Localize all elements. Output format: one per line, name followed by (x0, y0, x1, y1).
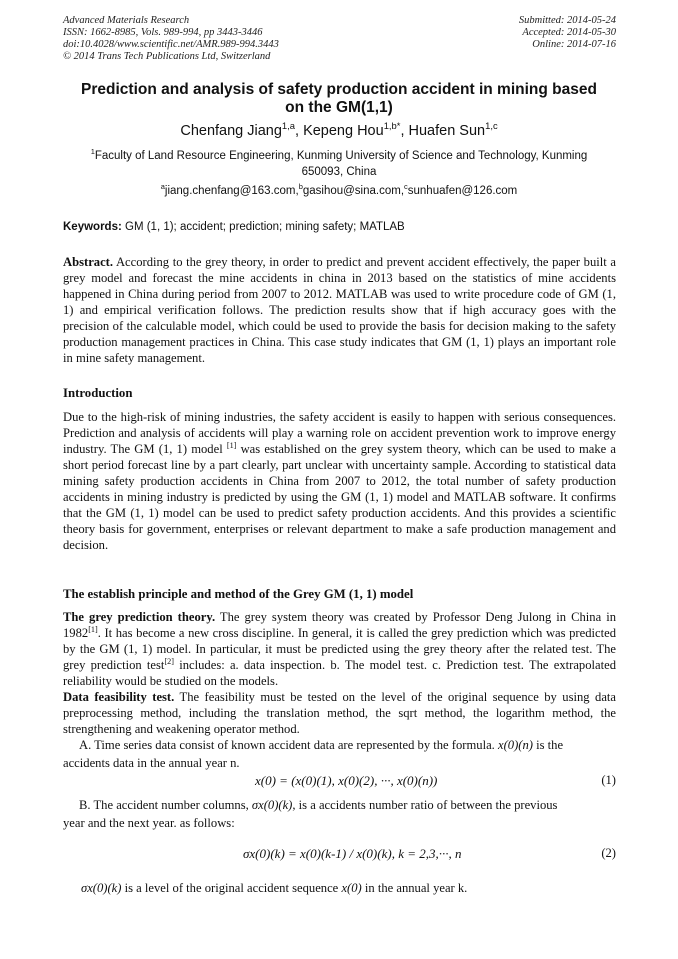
introduction-text: Due to the high-risk of mining industries, the safety accident is easily to happen with serious consequences. Prediction and analysis of accidents will play a warning role on accident prevention work to improve energy industry. The GM (1, 1) model [1] was established on the grey system theory, which can be used to make a short period forecast line by a part clearly, part unclear with uncertainty sample. According to statistical data mining safety production accidents in China from 2007 to 2012, the total number of safety production accidents in mining industry is predicted by using the GM (1, 1) model and MATLAB software. It confirms that the GM (1, 1) model can be used to predict safety production accidents. And this provides a scientific theory basis for government, enterprises or relevant department to make a safe production management and decision. (63, 410, 616, 552)
grey-prediction-label: The grey prediction theory. (63, 610, 216, 624)
author-name: Kepeng Hou (303, 123, 384, 139)
online-date: Online: 2014-07-16 (532, 39, 616, 50)
section-heading-introduction: Introduction (63, 386, 133, 400)
formula-sigma: σx(0)(k) (251, 798, 293, 812)
data-feasibility-label: Data feasibility test. (63, 690, 175, 704)
equation-1-number: (1) (601, 773, 616, 787)
final-sentence: σx(0)(k) is a level of the original accident sequence x(0) in the annual year k. (81, 881, 468, 895)
grey-prediction-paragraph: The grey prediction theory. The grey system theory was created by Professor Deng Julong in China in 1982[1]. It has become a new cross discipline. In general, it is called the grey prediction which was predicted by the GM (1, 1) model. In particular, it must be predicted using the grey theory after the related test. The grey prediction test[2] includes: a. data inspection. b. The model test. c. Prediction test. The extrapolated reliability would be studied on the models. (63, 610, 616, 688)
section-heading-principle: The establish principle and method of the Grey GM (1, 1) model (63, 587, 414, 601)
item-b-paragraph: B. The accident number columns, σx(0)(k), is a accidents number ratio of between the previous (79, 798, 558, 812)
author-sup: 1,a (281, 120, 295, 132)
citation[interactable]: [2] (164, 656, 174, 666)
item-a-continuation: accidents data in the annual year n. (63, 756, 240, 770)
keywords-text: GM (1, 1); accident; prediction; mining safety; MATLAB (125, 221, 405, 233)
copyright-line: © 2014 Trans Tech Publications Ltd, Switzerland (63, 51, 271, 62)
email-link[interactable]: gasihou@sina.com (302, 185, 401, 197)
equation-2 (63, 846, 616, 866)
abstract-label: Abstract. (63, 255, 114, 269)
journal-header-left (63, 15, 279, 63)
author-name: Chenfang Jiang (180, 123, 282, 139)
journal-header-right (519, 15, 616, 51)
equation-2-formula: σx(0)(k) = x(0)(k-1) / x(0)(k), k = 2,3,···, n (243, 846, 462, 861)
accepted-date: Accepted: 2014-05-30 (522, 27, 616, 38)
equation-2-number: (2) (601, 846, 616, 860)
paper-title: Prediction and analysis of safety production accident in mining based on the GM(1,1) (81, 81, 597, 116)
citation[interactable]: [1] (226, 440, 237, 450)
equation-1 (63, 773, 616, 793)
item-a-paragraph: A. Time series data consist of known accident data are represented by the formula. x(0)(n) is the (79, 738, 564, 752)
email-list: $^a$jiang.chenfang@163.com,$^b$gasihou@sina.com,$^c$sunhuafen@126.com (160, 182, 518, 197)
journal-name: Advanced Materials Research (63, 15, 190, 26)
issn-line: ISSN: 1662-8985, Vols. 989-994, pp 3443-3446 (63, 27, 263, 38)
keywords (63, 221, 616, 233)
data-feasibility-paragraph: Data feasibility test. The feasibility must be tested on the level of the original sequence by using data preprocessing method, including the translation method, the sqrt method, the logarithm method, the strengthening and weakening operator method. (63, 690, 616, 736)
author-sup: 1,c (485, 120, 498, 132)
formula-x0n: x(0)(n) (497, 738, 533, 752)
affiliation: $^1$Faculty of Land Resource Engineering, Kunming University of Science and Technology, Kunming 650093, China (90, 147, 588, 178)
author-list: Chenfang Jiang$^{1,a}$, Kepeng Hou$^{1,b*}$, Huafen Sun$^{1,c}$ (180, 120, 498, 139)
item-b-continuation: year and the next year. as follows: (63, 816, 235, 830)
formula-x0: x(0) (341, 881, 362, 895)
submitted-date: Submitted: 2014-05-24 (518, 15, 616, 26)
equation-1-formula: x(0) = (x(0)(1), x(0)(2), ···, x(0)(n)) (255, 773, 438, 788)
email-link[interactable]: sunhuafen@126.com (407, 185, 518, 197)
keywords-label: Keywords: (63, 221, 122, 233)
abstract (63, 254, 616, 366)
author-name: Huafen Sun (408, 123, 486, 139)
citation[interactable]: [1] (88, 624, 98, 634)
author-sup: 1,b* (383, 120, 401, 132)
formula-sigma: σx(0)(k) (81, 881, 122, 895)
doi-line: doi:10.4028/www.scientific.net/AMR.989-994.3443 (63, 39, 279, 50)
abstract-text: According to the grey theory, in order to predict and prevent accident effectively, the paper built a grey model and forecast the mine accidents in china in 2013 based on the statistics of mine accidents happened in China during period from 2007 to 2012. MATLAB was used to write procedure code of GM (1, 1) and empirical verification follows. The prediction results show that if high accuracy goes with the precision of the calculable model, which could be used to provide the basis for decision making to the safety production management practices in China. This case study indicates that GM (1, 1) plays an important role in mine safety management. (63, 255, 616, 365)
email-link[interactable]: jiang.chenfang@163.com (164, 185, 296, 197)
